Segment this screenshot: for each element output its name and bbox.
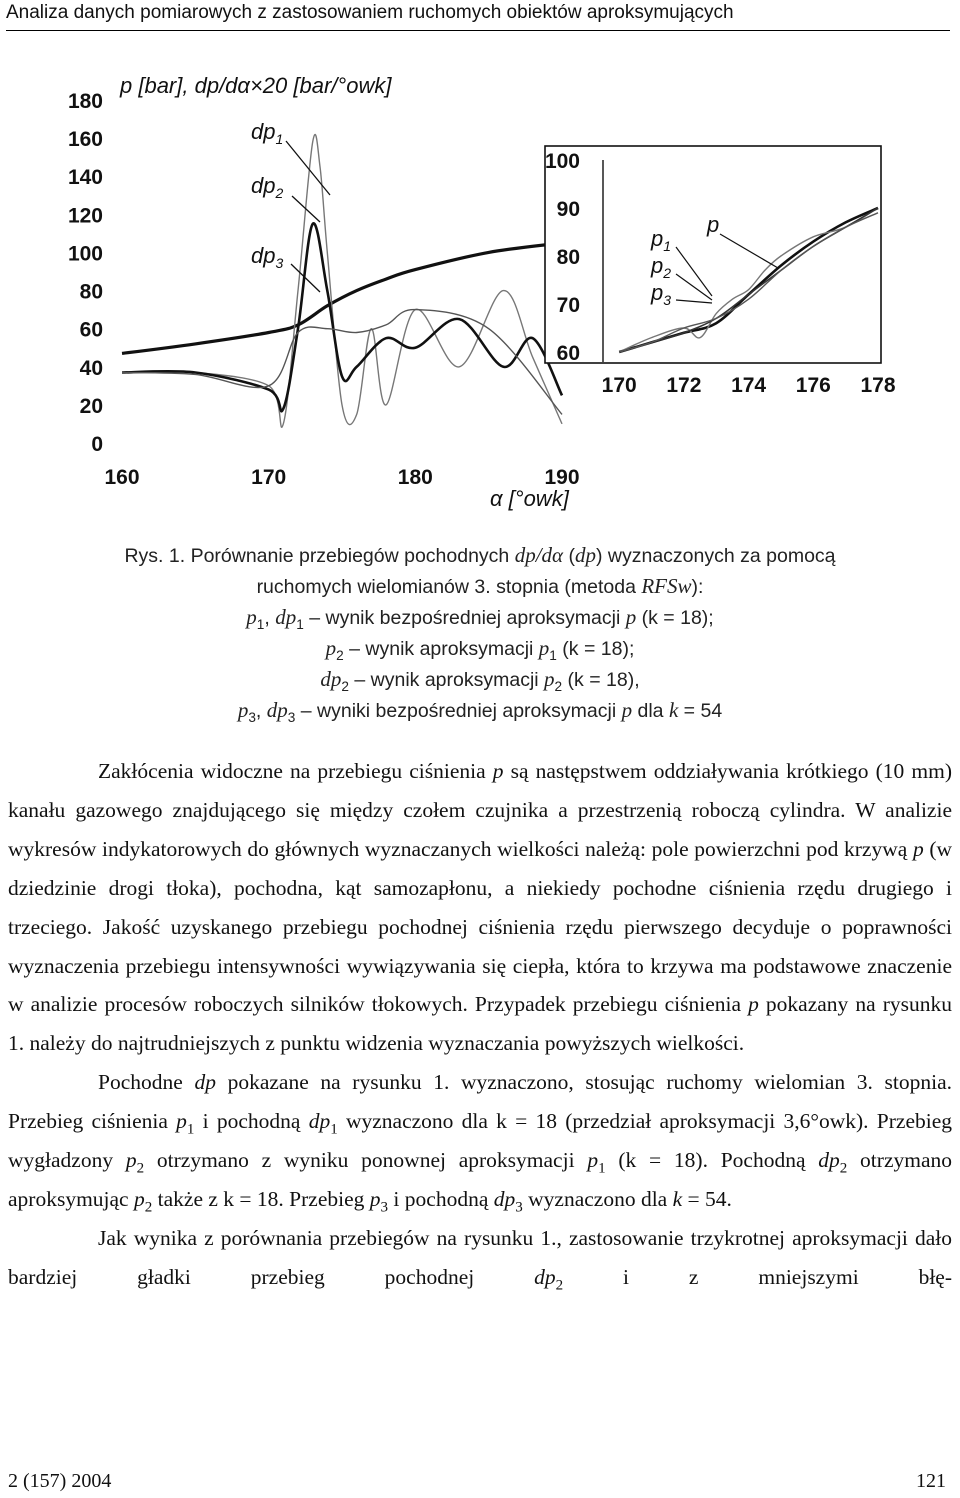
- y-tick-label: 80: [79, 280, 103, 304]
- y-tick-label: 20: [79, 394, 103, 418]
- inset-x-tick-label: 178: [860, 374, 896, 397]
- inset-y-tick-label: 70: [556, 294, 580, 317]
- inset-x-tick-label: 172: [666, 374, 702, 397]
- inset-frame: [545, 146, 881, 363]
- inset-chart: [545, 146, 896, 397]
- paragraph-3: Jak wynika z porównania przebiegów na rysunku 1., zastosowanie trzykrotnej aproksymacji dało bardziej gładki przebieg pochodnej $dp_2$ i z mniejszymi błę-: [8, 1225, 952, 1294]
- inset-y-tick-label: 100: [544, 150, 580, 173]
- inset-y-tick-label: 60: [556, 342, 580, 365]
- y-tick-label: 140: [67, 166, 103, 190]
- caption-line-1: Rys. 1. Porównanie przebiegów pochodnych dp/dα (dp) wyznaczonych za pomocą: [124, 543, 836, 567]
- inset-p-label: p: [707, 212, 720, 237]
- paragraph-1: Zakłócenia widoczne na przebiegu ciśnienia p są następstwem oddziaływania krótkiego (10 mm) kanału gazowego znajdującego się między czołem czujnika a przestrzenią roboczą cylindra. W analizie wykresów indykatorowych do głównych wyznaczanych wielkości należą: pole powierzchni pod krzywą p (w dziedzinie drogi tłoka), pochodna, kąt samozapłonu, a niekiedy pochodne ciśnienia rzędu drugiego i trzeciego. Jakość uzyskanego przebiegu pochodnej ciśnienia rzędu pierwszego decyduje o poprawności wyznaczenia przebiegu intensywności wywiązywania się ciepła, która to krzywa ma podstawowe znaczenie w analizie procesów roboczych silników tłokowych. Przypadek przebiegu ciśnienia p pokazany na rysunku 1. należy do najtrudniejszych z punktu widzenia wyznaczania powyższych wielkości.: [8, 759, 953, 1056]
- y-tick-label: 160: [67, 128, 103, 152]
- dp2-label: $dp_2$: [251, 173, 284, 201]
- running-header: Analiza danych pomiarowych z zastosowaniem ruchomych obiektów aproksymujących: [6, 2, 734, 23]
- figure-1: [0, 50, 960, 535]
- paragraph-2: Pochodne dp pokazane na rysunku 1. wyznaczono, stosując ruchomy wielomian 3. stopnia. Przebieg ciśnienia $p_1$ i pochodną $dp_1$ wyznaczono dla k = 18 (przedział aproksymacji 3,6°owk). Przebieg wygładzony $p_2$ otrzymano z wyniku ponownej aproksymacji $p_1$ (k = 18). Pochodną $dp_2$ otrzymano aproksymując $p_2$ także z k = 18. Przebieg $p_3$ i pochodną $dp_3$ wyznaczono dla k = 54.: [8, 1070, 953, 1216]
- dp1-label: $dp_1$: [251, 119, 284, 147]
- footer-issue: 2 (157) 2004: [8, 1470, 112, 1492]
- x-tick-label: 180: [397, 466, 433, 489]
- y-tick-label: 0: [91, 433, 103, 456]
- x-tick-label: 160: [104, 466, 140, 489]
- inset-x-tick-label: 174: [731, 374, 767, 397]
- caption-line-3: $p_1$, $dp_1$ – wynik bezpośredniej aproksymacji p (k = 18);: [246, 605, 714, 632]
- x-tick-label: 190: [544, 466, 580, 489]
- y-tick-label: 120: [67, 204, 103, 228]
- y-tick-label: 100: [67, 242, 103, 266]
- inset-y-tick-label: 80: [556, 246, 580, 269]
- inset-p2-label: $p_2$: [651, 253, 672, 281]
- page-number: 121: [916, 1470, 946, 1492]
- caption-line-6: $p_3$, $dp_3$ – wyniki bezpośredniej aproksymacji p dla k = 54: [237, 698, 723, 725]
- y-tick-label: 60: [79, 318, 103, 342]
- header-rule: [6, 30, 950, 31]
- caption-line-5: $dp_2$ – wynik aproksymacji $p_2$ (k = 18),: [320, 667, 640, 694]
- series-dp1-line: [122, 134, 562, 427]
- body-text: [8, 752, 952, 1297]
- caption-line-2: ruchomych wielomianów 3. stopnia (metoda RFSw):: [256, 574, 704, 598]
- main-chart: [68, 73, 580, 511]
- x-tick-label: 170: [251, 466, 287, 489]
- inset-p1-label: $p_1$: [651, 226, 672, 254]
- figure-caption: [0, 540, 960, 726]
- inset-x-tick-label: 170: [601, 374, 637, 397]
- inset-x-tick-label: 176: [795, 374, 831, 397]
- caption-line-4: $p_2$ – wynik aproksymacji $p_1$ (k = 18);: [325, 636, 635, 663]
- x-axis-label: α [°owk]: [490, 486, 569, 511]
- inset-y-tick-label: 90: [556, 198, 580, 221]
- dp3-label: $dp_3$: [251, 243, 284, 271]
- y-axis-label: p [bar], dp/dα×20 [bar/°owk]: [120, 73, 392, 98]
- inset-p3-label: $p_3$: [651, 280, 672, 308]
- y-tick-label: 180: [67, 90, 103, 113]
- y-tick-label: 40: [79, 356, 103, 380]
